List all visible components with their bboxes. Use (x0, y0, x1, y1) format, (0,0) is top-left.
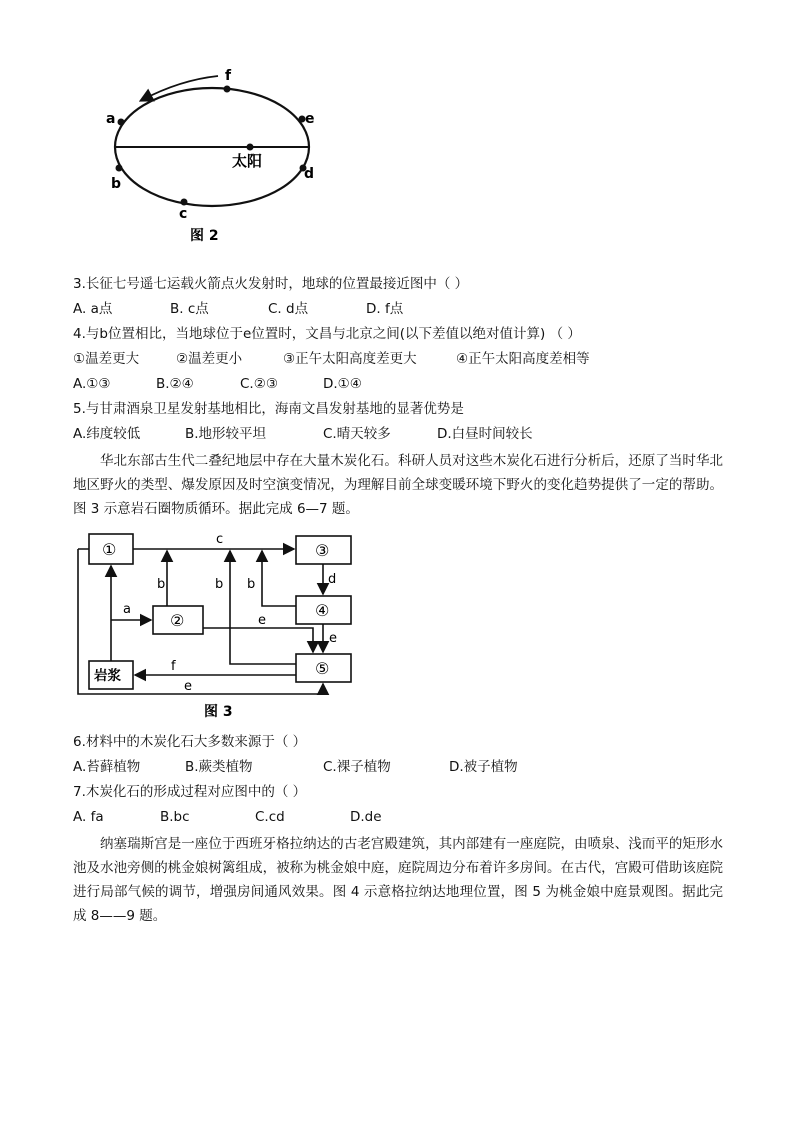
box-magma-label: 岩浆 (94, 668, 121, 684)
q6-option-a: A.苔藓植物 (73, 759, 141, 775)
q7-stem: 7.木炭化石的形成过程对应图中的（ ） (73, 784, 307, 800)
arrow-label-e-3: e (184, 679, 192, 694)
figure-2-orbit-diagram (90, 62, 330, 252)
arrow-label-a: a (123, 602, 131, 617)
figure-3-caption: 图 3 (204, 704, 233, 720)
q7-option-d: D.de (350, 809, 382, 825)
q5-option-a: A.纬度较低 (73, 426, 141, 442)
figure-2-caption: 图 2 (190, 228, 219, 244)
q3-stem: 3.长征七号遥七运载火箭点火发射时，地球的位置最接近图中（ ） (73, 276, 469, 292)
q4-statement-1: ①温差更大 (73, 351, 140, 367)
orbit-point-c (181, 199, 188, 206)
label-a: a (106, 111, 116, 127)
box-1-label: ① (102, 540, 117, 559)
sun-point (247, 144, 254, 151)
label-b: b (111, 176, 122, 192)
orbit-point-a (118, 119, 125, 126)
q4-option-c: C.②③ (240, 376, 278, 392)
q5-option-d: D.白昼时间较长 (437, 426, 533, 442)
q6-stem: 6.材料中的木炭化石大多数来源于（ ） (73, 734, 307, 750)
q5-option-c: C.晴天较多 (323, 426, 391, 442)
label-sun: 太阳 (232, 152, 263, 170)
q6-option-b: B.蕨类植物 (185, 759, 253, 775)
passage-charcoal-fossils: 华北东部古生代二叠纪地层中存在大量木炭化石。科研人员对这些木炭化石进行分析后，还原了当时华北地区野火的类型、爆发原因及时空演变情况，为理解目前全球变暖环境下野火的变化趋势提供了一定的帮助。图 3 示意岩石圈物质循环。据此完成 6—7 题。 (73, 453, 723, 517)
q4-option-a: A.①③ (73, 376, 111, 392)
q4-option-d: D.①④ (323, 376, 362, 392)
q4-statement-3: ③正午太阳高度差更大 (283, 351, 417, 367)
label-d: d (304, 166, 315, 182)
box-4-label: ④ (315, 601, 330, 620)
q6-option-d: D.被子植物 (449, 759, 518, 775)
arrow-label-e-2: e (329, 631, 337, 646)
arrow-label-f: f (171, 659, 176, 674)
q3-option-c: C. d点 (268, 301, 309, 317)
q3-option-a: A. a点 (73, 301, 113, 317)
label-c: c (179, 206, 188, 222)
q5-stem: 5.与甘肃酒泉卫星发射基地相比，海南文昌发射基地的显著优势是 (73, 401, 464, 417)
box-3-label: ③ (315, 541, 330, 560)
q7-option-b: B.bc (160, 809, 190, 825)
orbit-point-f (224, 86, 231, 93)
arrow-label-b-2: b (215, 577, 224, 592)
label-e: e (305, 111, 315, 127)
q4-statement-4: ④正午太阳高度差相等 (456, 351, 590, 367)
arrow-label-e-1: e (258, 613, 266, 628)
figure-3-rock-cycle-diagram (70, 528, 360, 724)
q7-option-a: A. fa (73, 809, 104, 825)
q5-option-b: B.地形较平坦 (185, 426, 267, 442)
orbit-point-b (116, 165, 123, 172)
q4-stem: 4.与b位置相比，当地球位于e位置时，文昌与北京之间(以下差值以绝对值计算) （ ） (73, 326, 581, 342)
passage-nasrid-palace: 纳塞瑞斯宫是一座位于西班牙格拉纳达的古老宫殿建筑，其内部建有一座庭院，由喷泉、浅而平的矩形水池及水池旁侧的桃金娘树篱组成，被称为桃金娘中庭，庭院周边分布着许多房间。在古代，宫殿可借助该庭院进行局部气候的调节，增强房间通风效果。图 4 示意格拉纳达地理位置，图 5 为桃金娘中庭景观图。据此完成 8——9 题。 (73, 836, 723, 924)
q3-option-b: B. c点 (170, 301, 209, 317)
q4-option-b: B.②④ (156, 376, 194, 392)
arrow-label-b-3: b (247, 577, 256, 592)
q7-option-c: C.cd (255, 809, 285, 825)
arrow-label-b-1: b (157, 577, 166, 592)
arrow-label-d: d (328, 572, 337, 587)
q4-statement-2: ②温差更小 (176, 351, 243, 367)
box-5-label: ⑤ (315, 659, 330, 678)
q6-option-c: C.裸子植物 (323, 759, 391, 775)
arrow-label-c: c (216, 532, 224, 547)
q3-option-d: D. f点 (366, 301, 404, 317)
label-f: f (225, 68, 232, 84)
box-2-label: ② (170, 611, 185, 630)
